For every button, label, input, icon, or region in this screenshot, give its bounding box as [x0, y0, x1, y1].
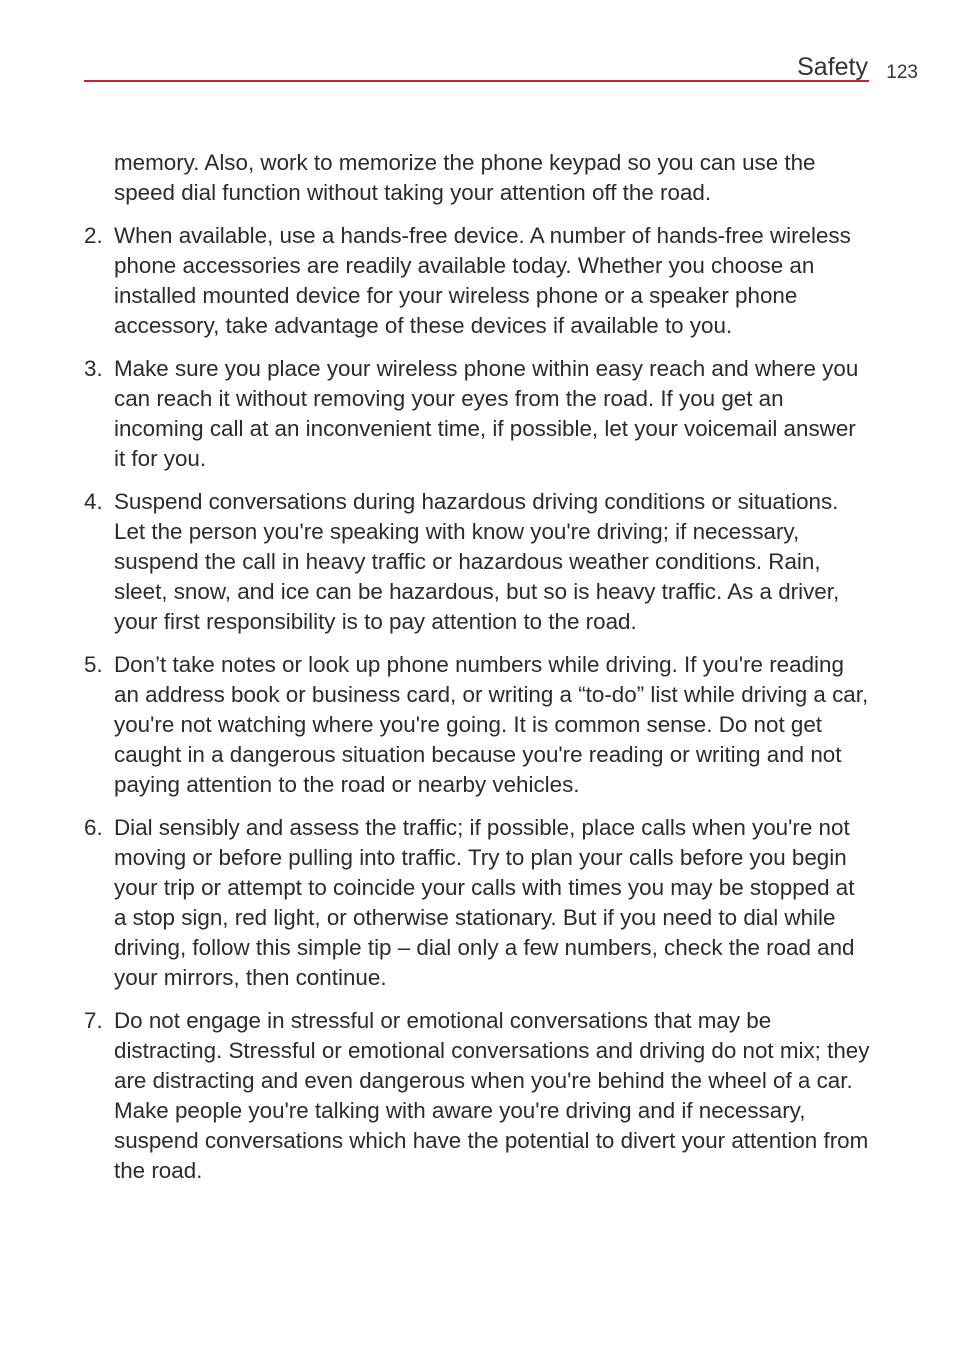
list-item-text: When available, use a hands-free device. A number of hands-free wireless phone accessories are readily available today. Whether you choose an installed mounted device for your wireless phone or a speaker phone accessory, take advantage of these devices if available to you.	[114, 223, 851, 338]
page-header	[0, 0, 954, 100]
list-item	[84, 354, 870, 474]
list-item	[84, 650, 870, 800]
list-item	[84, 1006, 870, 1186]
list-item-text: Don’t take notes or look up phone numbers while driving. If you're reading an address book or business card, or writing a “to-do” list while driving a car, you're not watching where you're going. It is common sense. Do not get caught in a dangerous situation because you're reading or writing and not paying attention to the road or nearby vehicles.	[114, 652, 869, 797]
page-number: 123	[886, 62, 918, 83]
list-item	[84, 487, 870, 637]
list-item-number: 6.	[84, 815, 103, 840]
header-rule	[84, 80, 869, 82]
list-item-number: 7.	[84, 1008, 103, 1033]
list-item-text: Dial sensibly and assess the traffic; if possible, place calls when you're not moving or before pulling into traffic. Try to plan your calls before you begin your trip or attempt to coincide your calls with times you may be stopped at a stop sign, red light, or otherwise stationary. But if you need to dial while driving, follow this simple tip – dial only a few numbers, check the road and your mirrors, then continue.	[114, 815, 855, 990]
list-item-number: 3.	[84, 356, 103, 381]
section-title: Safety	[797, 53, 868, 81]
list-item	[84, 813, 870, 993]
list-item-number: 4.	[84, 489, 103, 514]
document-body	[84, 148, 870, 1199]
list-item-text: Make sure you place your wireless phone within easy reach and where you can reach it without removing your eyes from the road. If you get an incoming call at an inconvenient time, if possible, let your voicemail answer it for you.	[114, 356, 859, 471]
list-item	[84, 221, 870, 341]
list-item-number: 5.	[84, 652, 103, 677]
list-item-number: 2.	[84, 223, 103, 248]
list-item-text: Do not engage in stressful or emotional conversations that may be distracting. Stressful or emotional conversations and driving do not mix; they are distracting and even dangerous when you're behind the wheel of a car. Make people you're talking with aware you're driving and if necessary, suspend conversations which have the potential to divert your attention from the road.	[114, 1008, 870, 1183]
continued-list-text: memory. Also, work to memorize the phone keypad so you can use the speed dial function without taking your attention off the road.	[114, 150, 816, 205]
list-item-text: Suspend conversations during hazardous driving conditions or situations. Let the person you're speaking with know you're driving; if necessary, suspend the call in heavy traffic or hazardous weather conditions. Rain, sleet, snow, and ice can be hazardous, but so is heavy traffic. As a driver, your first responsibility is to pay attention to the road.	[114, 489, 840, 634]
safety-tips-list	[84, 221, 870, 1186]
